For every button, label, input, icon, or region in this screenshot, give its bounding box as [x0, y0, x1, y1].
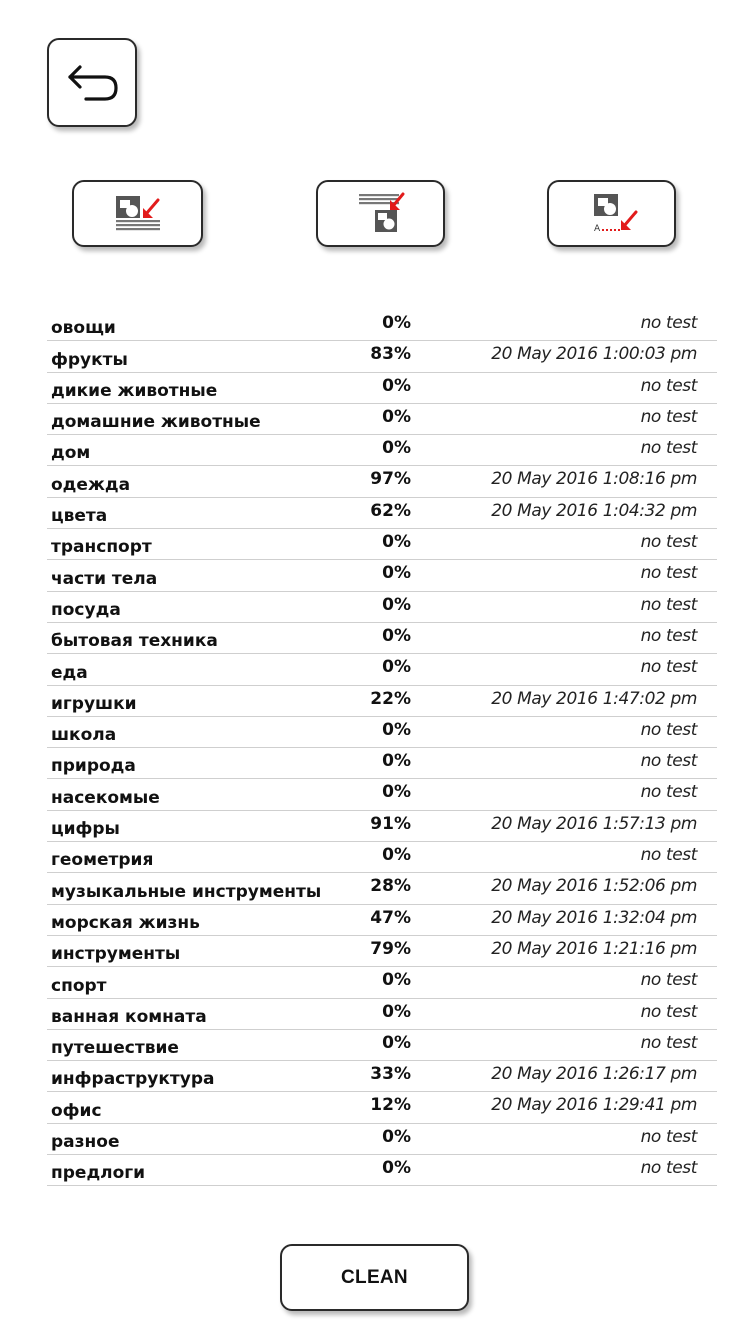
category-last-test: 20 May 2016 1:26:17 pm — [491, 1064, 697, 1085]
category-name: ванная комната — [51, 1006, 207, 1027]
table-row — [47, 686, 717, 717]
category-last-test: no test — [640, 970, 697, 991]
category-name: насекомые — [51, 787, 160, 808]
category-name: спорт — [51, 975, 107, 996]
category-percent: 0% — [382, 719, 411, 740]
category-name: фрукты — [51, 349, 128, 370]
table-row — [47, 1124, 717, 1155]
category-last-test: no test — [640, 782, 697, 803]
table-row — [47, 936, 717, 967]
table-row — [47, 1061, 717, 1092]
category-name: школа — [51, 725, 117, 746]
mode-picture-to-word-button[interactable] — [72, 180, 203, 247]
category-last-test: no test — [640, 313, 697, 333]
category-last-test: no test — [640, 625, 697, 646]
category-last-test: no test — [640, 845, 697, 866]
category-percent: 0% — [382, 438, 411, 459]
category-name: дикие животные — [51, 380, 218, 401]
table-row — [47, 717, 717, 748]
category-last-test: no test — [640, 1126, 697, 1147]
table-row — [47, 623, 717, 654]
category-last-test: no test — [640, 751, 697, 772]
category-percent: 91% — [370, 813, 411, 834]
category-name: путешествие — [51, 1038, 179, 1059]
table-row — [47, 560, 717, 591]
category-last-test: 20 May 2016 1:32:04 pm — [491, 907, 697, 928]
table-row — [47, 811, 717, 842]
table-row — [47, 341, 717, 372]
category-last-test: no test — [640, 375, 697, 396]
category-last-test: 20 May 2016 1:04:32 pm — [491, 500, 697, 521]
category-name: транспорт — [51, 537, 152, 558]
table-row — [47, 905, 717, 936]
category-last-test: no test — [640, 1158, 697, 1179]
category-name: офис — [51, 1100, 102, 1121]
category-percent: 0% — [382, 594, 411, 615]
clean-button-label: CLEAN — [341, 1266, 408, 1288]
mode3-caption: A — [593, 223, 600, 234]
category-percent: 83% — [370, 344, 411, 365]
category-last-test: 20 May 2016 1:29:41 pm — [491, 1095, 697, 1116]
table-row — [47, 404, 717, 435]
category-percent: 0% — [382, 657, 411, 678]
category-name: овощи — [51, 318, 116, 339]
picture-to-letter-icon — [584, 190, 640, 238]
category-percent: 33% — [370, 1064, 411, 1085]
category-last-test: no test — [640, 719, 697, 740]
table-row — [47, 748, 717, 779]
category-percent: 0% — [382, 375, 411, 396]
table-row — [47, 592, 717, 623]
category-last-test: 20 May 2016 1:57:13 pm — [491, 813, 697, 834]
category-percent: 0% — [382, 313, 411, 333]
category-name: части тела — [51, 568, 158, 589]
category-last-test: 20 May 2016 1:08:16 pm — [491, 469, 697, 490]
category-name: бытовая техника — [51, 631, 218, 652]
category-name: еда — [51, 662, 88, 683]
table-row — [47, 310, 717, 341]
category-percent: 97% — [370, 469, 411, 490]
category-name: природа — [51, 756, 136, 777]
table-row — [47, 498, 717, 529]
table-row — [47, 1155, 717, 1186]
table-row — [47, 967, 717, 998]
category-last-test: no test — [640, 563, 697, 584]
picture-to-word-icon — [110, 192, 166, 236]
category-last-test: no test — [640, 594, 697, 615]
category-last-test: no test — [640, 1032, 697, 1053]
category-last-test: no test — [640, 657, 697, 678]
table-row — [47, 779, 717, 810]
table-row — [47, 654, 717, 685]
category-name: разное — [51, 1132, 120, 1153]
category-name: музыкальные инструменты — [51, 881, 322, 902]
word-to-picture-icon — [353, 190, 409, 238]
table-row — [47, 1030, 717, 1061]
category-percent: 0% — [382, 1001, 411, 1022]
category-percent: 12% — [370, 1095, 411, 1116]
table-row — [47, 466, 717, 497]
table-row — [47, 435, 717, 466]
category-percent: 0% — [382, 563, 411, 584]
category-name: домашние животные — [51, 412, 261, 433]
category-name: инфраструктура — [51, 1069, 215, 1090]
category-stats-table — [47, 310, 717, 1186]
back-arrow-icon — [62, 58, 122, 108]
category-percent: 0% — [382, 970, 411, 991]
category-last-test: 20 May 2016 1:00:03 pm — [491, 344, 697, 365]
category-percent: 0% — [382, 751, 411, 772]
category-last-test: no test — [640, 438, 697, 459]
category-percent: 0% — [382, 1158, 411, 1179]
category-name: цвета — [51, 506, 108, 527]
category-last-test: 20 May 2016 1:52:06 pm — [491, 876, 697, 897]
table-row — [47, 373, 717, 404]
category-percent: 0% — [382, 625, 411, 646]
category-percent: 47% — [370, 907, 411, 928]
category-name: посуда — [51, 599, 121, 620]
category-name: морская жизнь — [51, 912, 200, 933]
category-last-test: 20 May 2016 1:21:16 pm — [491, 938, 697, 959]
category-percent: 0% — [382, 1126, 411, 1147]
category-percent: 0% — [382, 782, 411, 803]
category-percent: 0% — [382, 1032, 411, 1053]
category-name: предлоги — [51, 1163, 146, 1184]
category-last-test: no test — [640, 406, 697, 427]
mode-word-to-picture-button[interactable] — [316, 180, 445, 247]
table-row — [47, 842, 717, 873]
category-name: геометрия — [51, 850, 154, 871]
category-percent: 22% — [370, 688, 411, 709]
category-name: цифры — [51, 819, 120, 840]
category-name: одежда — [51, 474, 131, 495]
category-percent: 62% — [370, 500, 411, 521]
category-percent: 79% — [370, 938, 411, 959]
table-row — [47, 873, 717, 904]
back-button[interactable] — [47, 38, 137, 127]
category-last-test: 20 May 2016 1:47:02 pm — [491, 688, 697, 709]
table-row — [47, 1092, 717, 1123]
mode-picture-to-letter-button[interactable] — [547, 180, 676, 247]
category-percent: 0% — [382, 406, 411, 427]
category-percent: 28% — [370, 876, 411, 897]
clean-button[interactable] — [280, 1244, 469, 1311]
category-percent: 0% — [382, 845, 411, 866]
category-name: инструменты — [51, 944, 181, 965]
category-last-test: no test — [640, 1001, 697, 1022]
category-percent: 0% — [382, 532, 411, 553]
category-name: игрушки — [51, 693, 137, 714]
category-last-test: no test — [640, 532, 697, 553]
table-row — [47, 529, 717, 560]
category-name: дом — [51, 443, 91, 464]
table-row — [47, 999, 717, 1030]
